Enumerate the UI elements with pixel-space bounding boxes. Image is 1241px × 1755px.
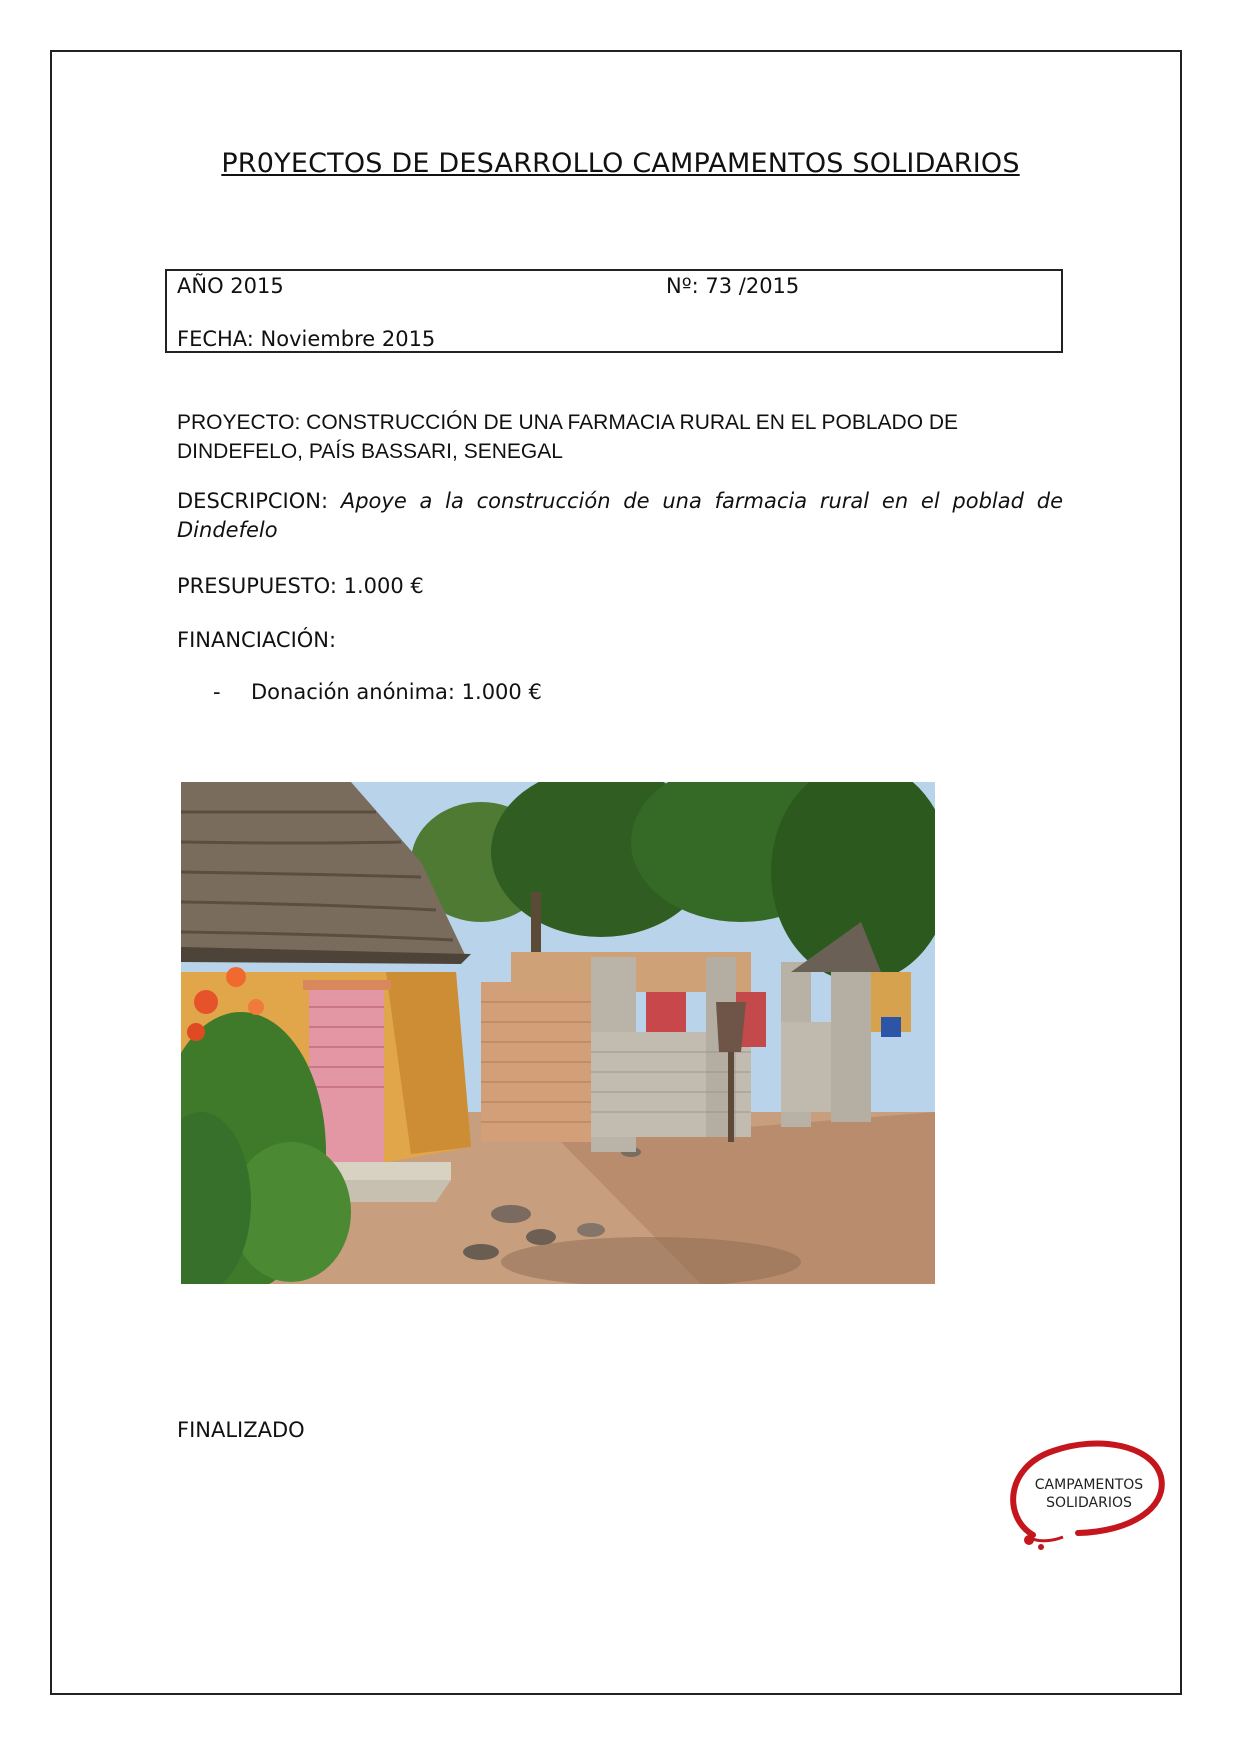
description-value: Apoye a la construcción de una farmacia rural en el poblad de Dindefelo	[177, 489, 1063, 542]
date-field: FECHA: Noviembre 2015	[177, 327, 436, 351]
document-title: PR0YECTOS DE DESARROLLO CAMPAMENTOS SOLIDARIOS	[221, 148, 1020, 179]
logo-text-line2: SOLIDARIOS	[1046, 1495, 1132, 1511]
number-field: Nº: 73 /2015	[666, 274, 800, 298]
campamentos-solidarios-logo	[1003, 1437, 1165, 1557]
project-photo	[181, 782, 935, 1284]
financing-label: FINANCIACIÓN:	[177, 628, 337, 652]
budget-line: PRESUPUESTO: 1.000 €	[177, 574, 424, 598]
year-field: AÑO 2015	[177, 274, 284, 298]
project-label: PROYECTO:	[177, 411, 301, 434]
logo-text-line1: CAMPAMENTOS	[1034, 1477, 1144, 1493]
status-label: FINALIZADO	[177, 1418, 305, 1442]
description-label: DESCRIPCION:	[177, 489, 329, 513]
info-box	[165, 269, 1063, 353]
financing-item-text: Donación anónima: 1.000 €	[251, 680, 542, 704]
list-bullet: -	[213, 680, 221, 704]
financing-item	[213, 678, 542, 707]
description-line	[177, 487, 1063, 545]
project-line	[177, 408, 1027, 466]
project-value: CONSTRUCCIÓN DE UNA FARMACIA RURAL EN EL POBLADO DE DINDEFELO, PAÍS BASSARI, SENEGAL	[177, 411, 959, 463]
